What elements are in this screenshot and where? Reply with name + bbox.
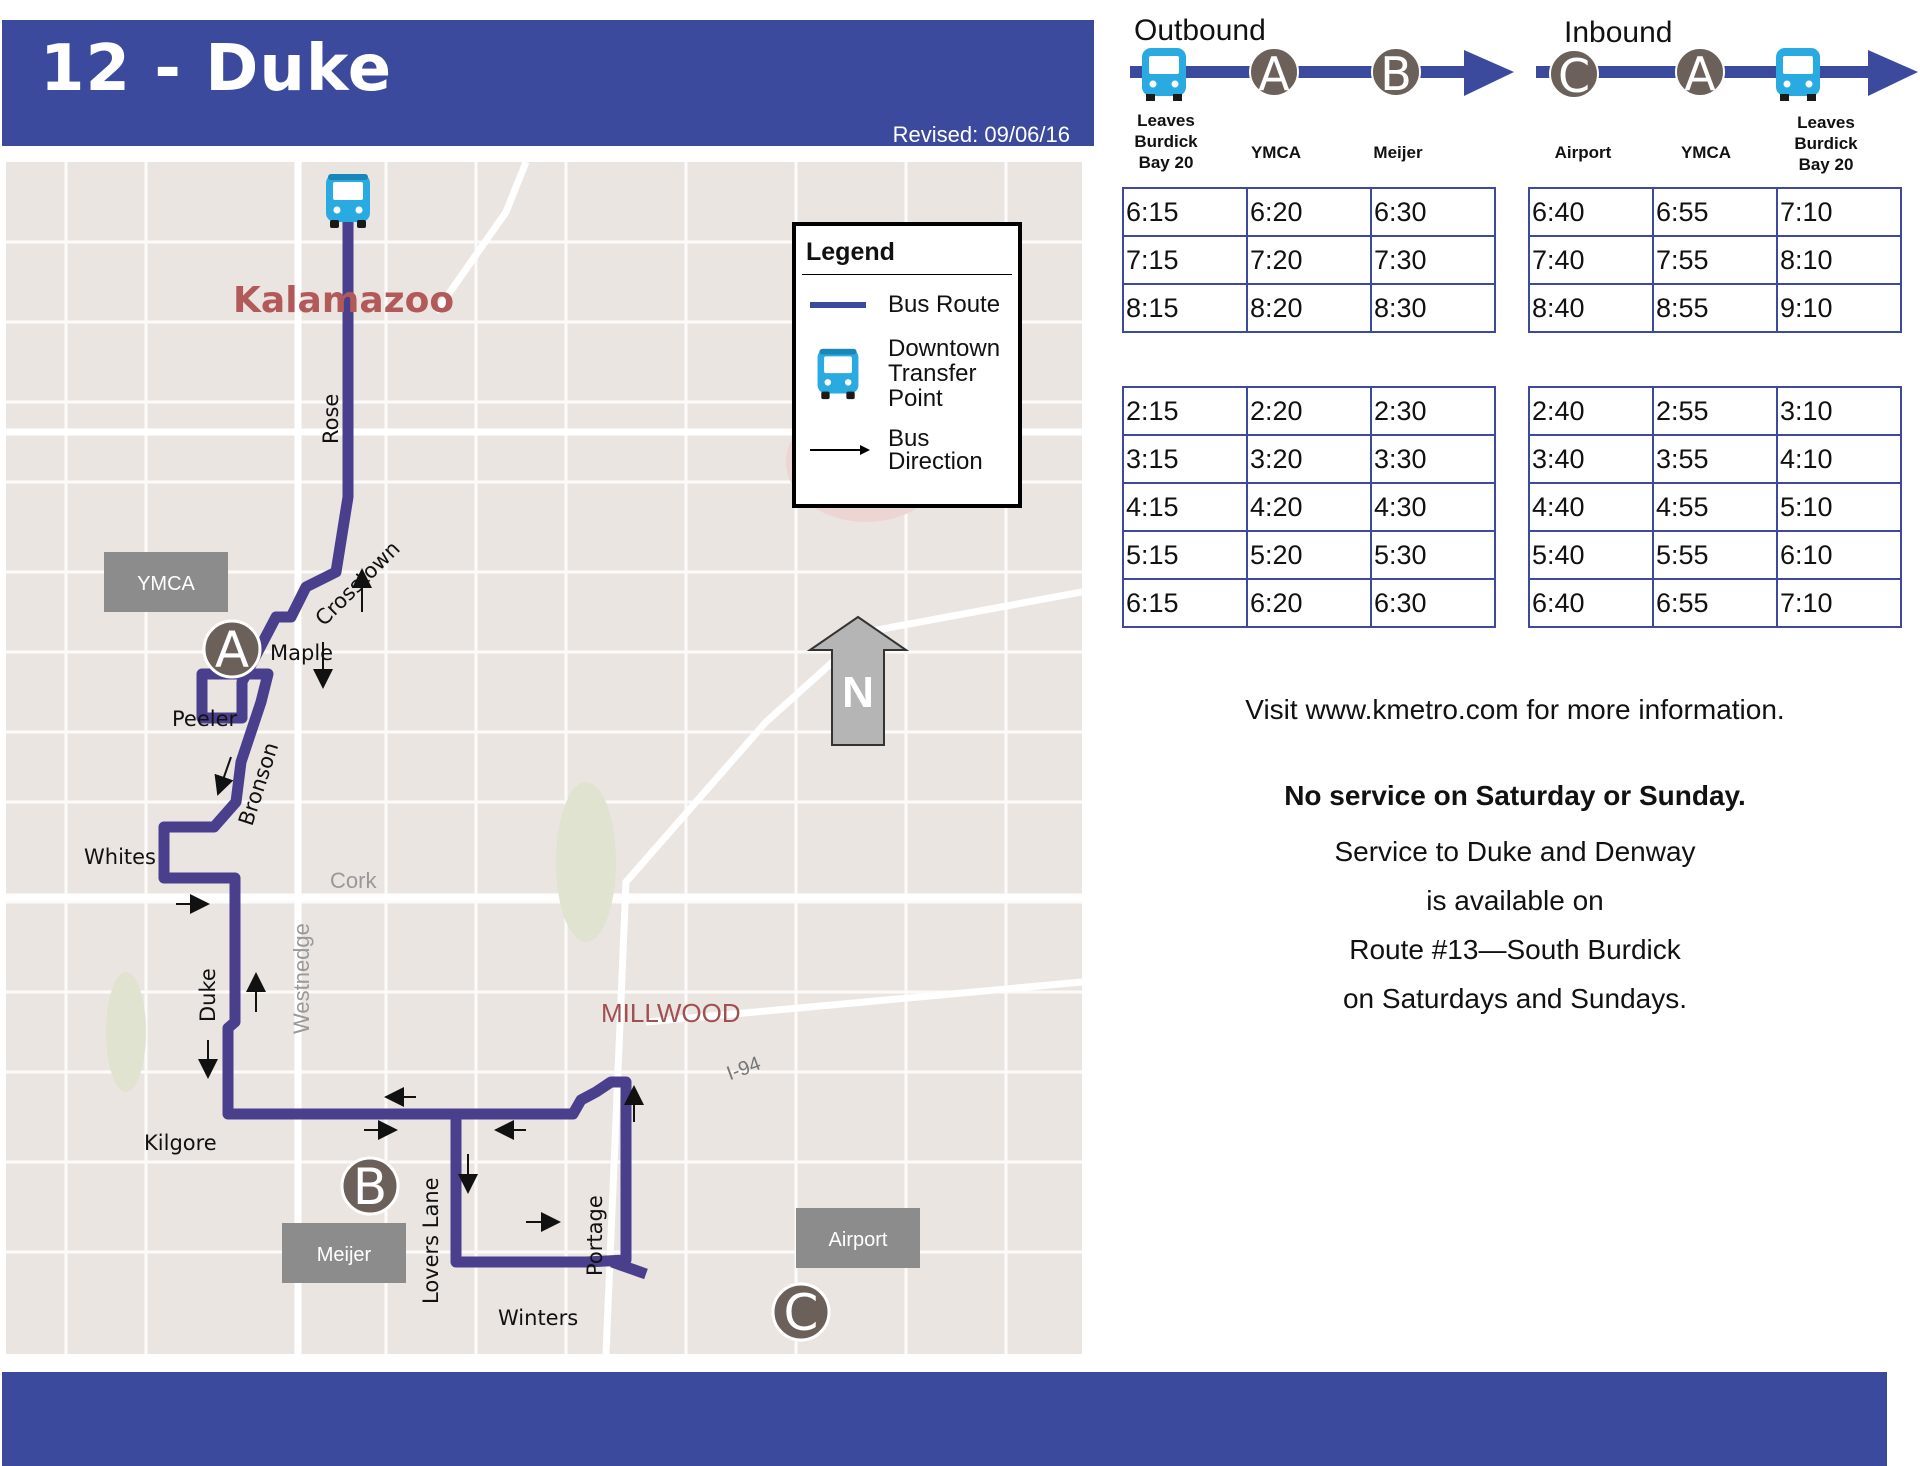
outbound-stop-meijer: Meijer (1373, 143, 1423, 162)
svg-text:A: A (1684, 47, 1716, 101)
service-note-line2: is available on (1426, 885, 1604, 916)
meijer-label: Meijer (316, 1244, 372, 1266)
svg-text:B: B (1380, 47, 1412, 101)
table-row: 8:40 8:55 9:10 (1529, 284, 1901, 332)
outbound-pm-table (1122, 386, 1496, 628)
downtown-bus-icon (326, 174, 370, 228)
page-title: 12 - Duke (40, 32, 393, 106)
legend-transfer-line2: Transfer (888, 360, 977, 387)
street-westnedge: Westnedge (289, 923, 314, 1034)
inbound-stop-ymca: YMCA (1680, 143, 1732, 162)
legend-divider (802, 274, 1012, 275)
street-portage: Portage (583, 1195, 607, 1276)
legend-bus-route: Bus Route (888, 291, 1001, 318)
table-row: 4:15 4:20 4:30 (1123, 483, 1495, 531)
table-row: 5:15 5:20 5:30 (1123, 531, 1495, 579)
outbound-stop-ymca: YMCA (1250, 143, 1302, 162)
map-legend (792, 222, 1022, 508)
highway-label: I-94 (723, 1052, 764, 1086)
service-note-line4: on Saturdays and Sundays. (1342, 983, 1687, 1014)
svg-text:C: C (783, 1284, 819, 1342)
table-row: 7:15 7:20 7:30 (1123, 236, 1495, 284)
table-row: 2:15 2:20 2:30 (1123, 387, 1495, 435)
district-label: MILLWOOD (601, 998, 741, 1028)
table-row: 6:40 6:55 7:10 (1529, 188, 1901, 236)
street-duke: Duke (196, 968, 220, 1022)
header-bar (2, 20, 1094, 146)
inbound-bus-icon (1776, 48, 1820, 101)
legend-route-swatch (810, 300, 866, 310)
outbound-stop-b (1372, 47, 1420, 101)
table-row: 4:40 4:55 5:10 (1529, 483, 1901, 531)
street-winters: Winters (498, 1306, 579, 1330)
legend-transfer-line1: Downtown (888, 335, 1001, 362)
street-bronson: Bronson (233, 739, 284, 829)
legend-title: Legend (806, 238, 895, 266)
table-row: 2:40 2:55 3:10 (1529, 387, 1901, 435)
stop-c-marker (773, 1284, 829, 1342)
table-row: 6:15 6:20 6:30 (1123, 188, 1495, 236)
inbound-label: Inbound (1564, 16, 1673, 49)
website-note: Visit www.kmetro.com for more information. (1245, 694, 1785, 725)
inbound-strip (1536, 46, 1920, 106)
table-row: 8:15 8:20 8:30 (1123, 284, 1495, 332)
ymca-label: YMCA (137, 573, 195, 595)
legend-arrow-icon (810, 444, 870, 456)
svg-text:A: A (1258, 47, 1290, 101)
revised-date: Revised: 09/06/16 (892, 122, 1070, 147)
street-whites: Whites (84, 845, 157, 869)
outbound-stop-burdick: Leaves Burdick Bay 20 (1134, 111, 1198, 172)
inbound-stop-c (1550, 49, 1598, 103)
city-label: Kalamazoo (233, 280, 455, 321)
svg-text:B: B (352, 1158, 388, 1216)
inbound-am-table (1528, 187, 1902, 333)
svg-text:N: N (842, 668, 874, 717)
street-cork: Cork (330, 868, 377, 893)
footer-bar (2, 1372, 1887, 1466)
outbound-am-table (1122, 187, 1496, 333)
table-row: 3:40 3:55 4:10 (1529, 435, 1901, 483)
inbound-stop-airport: Airport (1554, 143, 1612, 162)
outbound-bus-icon (1142, 48, 1186, 101)
legend-direction-line2: Direction (888, 448, 983, 475)
table-row: 3:15 3:20 3:30 (1123, 435, 1495, 483)
svg-text:A: A (214, 621, 250, 679)
street-peeler: Peeler (172, 707, 238, 731)
outbound-strip (1130, 46, 1520, 106)
inbound-stop-burdick: Leaves Burdick Bay 20 (1794, 113, 1858, 174)
service-note-line3: Route #13—South Burdick (1349, 934, 1681, 965)
inbound-stop-a (1676, 47, 1724, 101)
table-row: 5:40 5:55 6:10 (1529, 531, 1901, 579)
legend-bus-icon (814, 348, 862, 400)
legend-direction-line1: Bus (888, 425, 930, 452)
table-row: 6:40 6:55 7:10 (1529, 579, 1901, 627)
stop-a-marker (204, 621, 260, 679)
stop-b-marker (342, 1158, 398, 1216)
park (106, 972, 146, 1092)
svg-text:C: C (1557, 49, 1591, 103)
outbound-label: Outbound (1134, 14, 1266, 47)
inbound-pm-table (1528, 386, 1902, 628)
street-kilgore: Kilgore (144, 1131, 217, 1155)
park (556, 782, 616, 942)
legend-transfer-line3: Point (888, 385, 943, 412)
table-row: 6:15 6:20 6:30 (1123, 579, 1495, 627)
outbound-stop-a (1250, 47, 1298, 101)
airport-label: Airport (828, 1229, 888, 1251)
street-rose: Rose (319, 393, 343, 444)
no-service-note: No service on Saturday or Sunday. (1284, 780, 1746, 811)
table-row: 7:40 7:55 8:10 (1529, 236, 1901, 284)
service-note-line1: Service to Duke and Denway (1334, 836, 1696, 867)
street-lovers-lane: Lovers Lane (419, 1177, 443, 1304)
street-crosstown: Crosstown (310, 536, 405, 631)
street-maple: Maple (270, 641, 334, 665)
